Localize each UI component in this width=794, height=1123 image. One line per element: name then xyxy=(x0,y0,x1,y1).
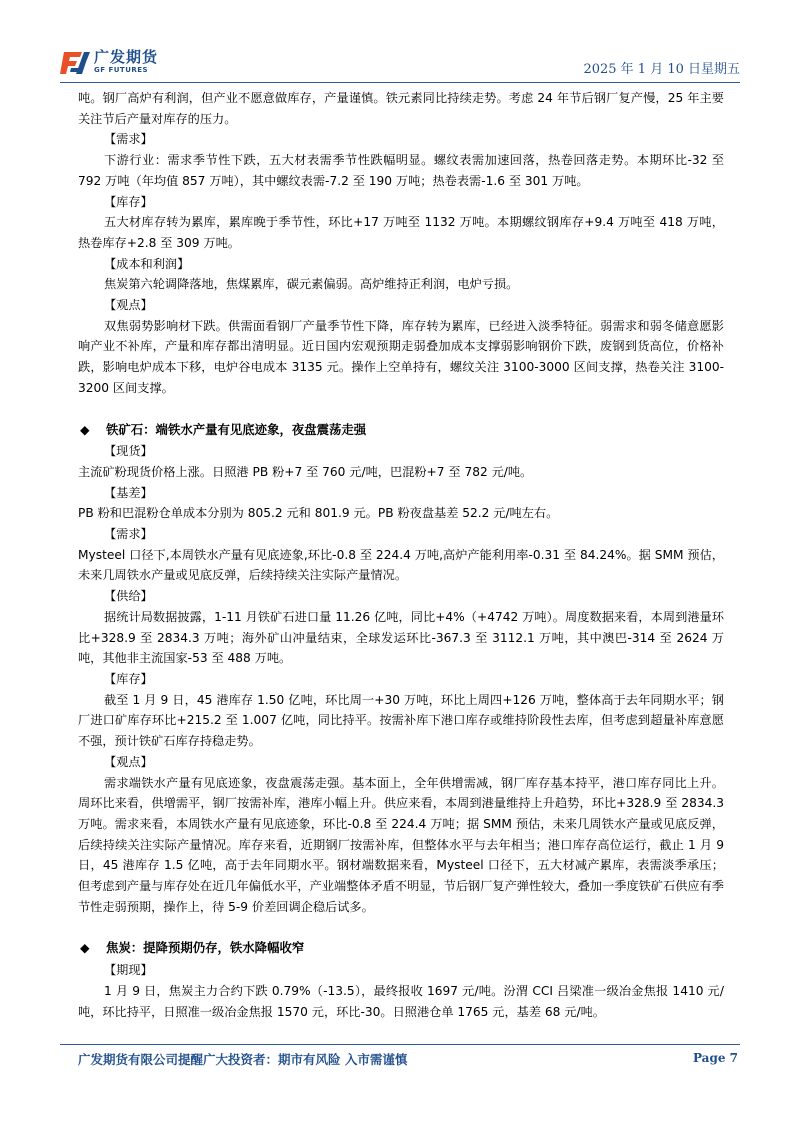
steel-demand-text: 下游行业：需求季节性下跌，五大材表需季节性跌幅明显。螺纹表需加速回落，热卷回落走势。本期环比-32 至 792 万吨（年均值 857 万吨），其中螺纹表需-7.2 至 190 万吨；热卷表需-1.6 至 301 万吨。 xyxy=(78,153,724,188)
report-content xyxy=(78,88,724,1022)
header-divider xyxy=(60,82,740,83)
steel-inventory-tag: 【库存】 xyxy=(104,194,153,209)
iron-view-tag: 【观点】 xyxy=(104,754,153,769)
page-number: Page 7 xyxy=(692,1051,738,1065)
iron-demand-tag: 【需求】 xyxy=(104,527,153,542)
diamond-bullet-icon: ◆ xyxy=(80,940,90,956)
steel-cost-tag: 【成本和利润】 xyxy=(104,256,190,271)
coke-title: 焦炭：提降预期仍存，铁水降幅收窄 xyxy=(106,940,305,956)
iron-inventory-tag: 【库存】 xyxy=(104,671,153,686)
header-date: 2025 年 1 月 10 日星期五 xyxy=(583,62,740,77)
iron-basis-text: PB 粉和巴混粉仓单成本分别为 805.2 元和 801.9 元。PB 粉夜盘基差 52.2 元/吨左右。 xyxy=(78,506,559,521)
footer-divider xyxy=(60,1044,740,1045)
iron-inventory-text: 截至 1 月 9 日，45 港库存 1.50 亿吨，环比周一+30 万吨，环比上周四+126 万吨，整体高于去年同期水平；钢厂进口矿库存环比+215.2 至 1.007 亿吨，同比持平。按需补库下港口库存或维持阶段性去库，但考虑到超量补库意愿不强，预计铁矿石库存持稳走势。 xyxy=(78,692,724,749)
iron-spot-tag: 【现货】 xyxy=(104,444,153,459)
iron-supply-text: 据统计局数据披露，1-11 月铁矿石进口量 11.26 亿吨，同比+4%（+4742 万吨）。周度数据来看，本周到港量环比+328.9 至 2834.3 万吨；海外矿山冲量结束，全球发运环比-367.3 至 3112.1 万吨，其中澳巴-314 至 2624 万吨，其他非主流国家-53 至 488 万吨。 xyxy=(78,609,724,666)
iron-view-text: 需求端铁水产量有见底迹象，夜盘震荡走强。基本面上，全年供增需减，钢厂库存基本持平，港口库存同比上升。周环比来看，供增需平，钢厂按需补库，港库小幅上升。供应来看，本周到港量维持上升趋势，环比+328.9 至 2834.3 万吨。需求来看，本周铁水产量有见底迹象，环比-0.8 至 224.4 万吨；据 SMM 预估，未来几周铁水产量或见底反弹，后续持续关注实际产量情况。库存来看，近期钢厂按需补库，但整体水平与去年相当；港口库存高位运行，截止 1 月 9 日，45 港库存 1.5 亿吨，高于去年同期水平。钢材端数据来看，Mysteel 口径下，五大材减产累库，表需淡季承压；但考虑到产量与库存处在近几年偏低水平，产业端整体矛盾不明显，节后钢厂复产弹性较大，叠加一季度铁矿石供应有季节性走弱预期，操作上，待 5-9 价差回调企稳后试多。 xyxy=(78,775,724,914)
footer-disclaimer: 广发期货有限公司提醒广大投资者：期市有风险 入市需谨慎 xyxy=(78,1052,408,1067)
steel-paragraph: 吨。钢厂高炉有利润，但产业不愿意做库存，产量谨慎。铁元素同比持续走势。考虑 24 年节后钢厂复产慢，25 年主要关注节后产量对库存的压力。 xyxy=(78,91,724,126)
iron-spot-text: 主流矿粉现货价格上涨。日照港 PB 粉+7 至 760 元/吨，巴混粉+7 至 782 元/吨。 xyxy=(78,464,533,479)
steel-view-text: 双焦弱势影响材下跌。供需面看钢厂产量季节性下降，库存转为累库，已经进入淡季特征。弱需求和弱冬储意愿影响产业不补库，产量和库存都出清明显。近日国内宏观预期走弱叠加成本支撑弱影响钢价下跌，废钢到货高位，价格补跌，影响电炉成本下移，电炉谷电成本 3135 元。操作上空单持有，螺纹关注 3100-3000 区间支撑，热卷关注 3100-3200 区间支撑。 xyxy=(78,318,724,395)
steel-view-tag: 【观点】 xyxy=(104,298,153,313)
steel-cost-text: 焦炭第六轮调降落地，焦煤累库，碳元素偏弱。高炉维持正利润，电炉亏损。 xyxy=(104,277,519,292)
steel-demand-tag: 【需求】 xyxy=(104,132,153,147)
iron-supply-tag: 【供给】 xyxy=(104,589,153,604)
coke-futures-spot-tag: 【期现】 xyxy=(104,963,153,978)
iron-basis-tag: 【基差】 xyxy=(104,485,153,500)
steel-inventory-text: 五大材库存转为累库，累库晚于季节性，环比+17 万吨至 1132 万吨。本期螺纹钢库存+9.4 万吨至 418 万吨，热卷库存+2.8 至 309 万吨。 xyxy=(78,215,724,250)
coke-futures-spot-text: 1 月 9 日，焦炭主力合约下跌 0.79%（-13.5），最终报收 1697 元/吨。汾渭 CCI 吕梁准一级冶金焦报 1410 元/吨，环比持平，日照准一级冶金焦报 1570 元，环比-30。日照港仓单 1765 元，基差 68 元/吨。 xyxy=(78,983,724,1019)
iron-ore-title: 铁矿石：端铁水产量有见底迹象，夜盘震荡走强 xyxy=(106,421,367,437)
gf-logo-icon xyxy=(60,46,92,78)
iron-ore-section-title xyxy=(78,420,724,441)
diamond-bullet-icon: ◆ xyxy=(80,421,90,437)
page-header xyxy=(60,40,740,82)
coke-section-title xyxy=(78,938,724,959)
logo-text-cn: 广发期货 xyxy=(94,48,159,66)
logo-text-en: GF FUTURES xyxy=(94,66,149,74)
company-logo xyxy=(60,44,200,78)
iron-demand-text: Mysteel 口径下,本周铁水产量有见底迹象,环比-0.8 至 224.4 万吨,高炉产能利用率-0.31 至 84.24%。据 SMM 预估，未来几周铁水产量或见底反弹，后续持续关注实际产量情况。 xyxy=(78,547,724,583)
